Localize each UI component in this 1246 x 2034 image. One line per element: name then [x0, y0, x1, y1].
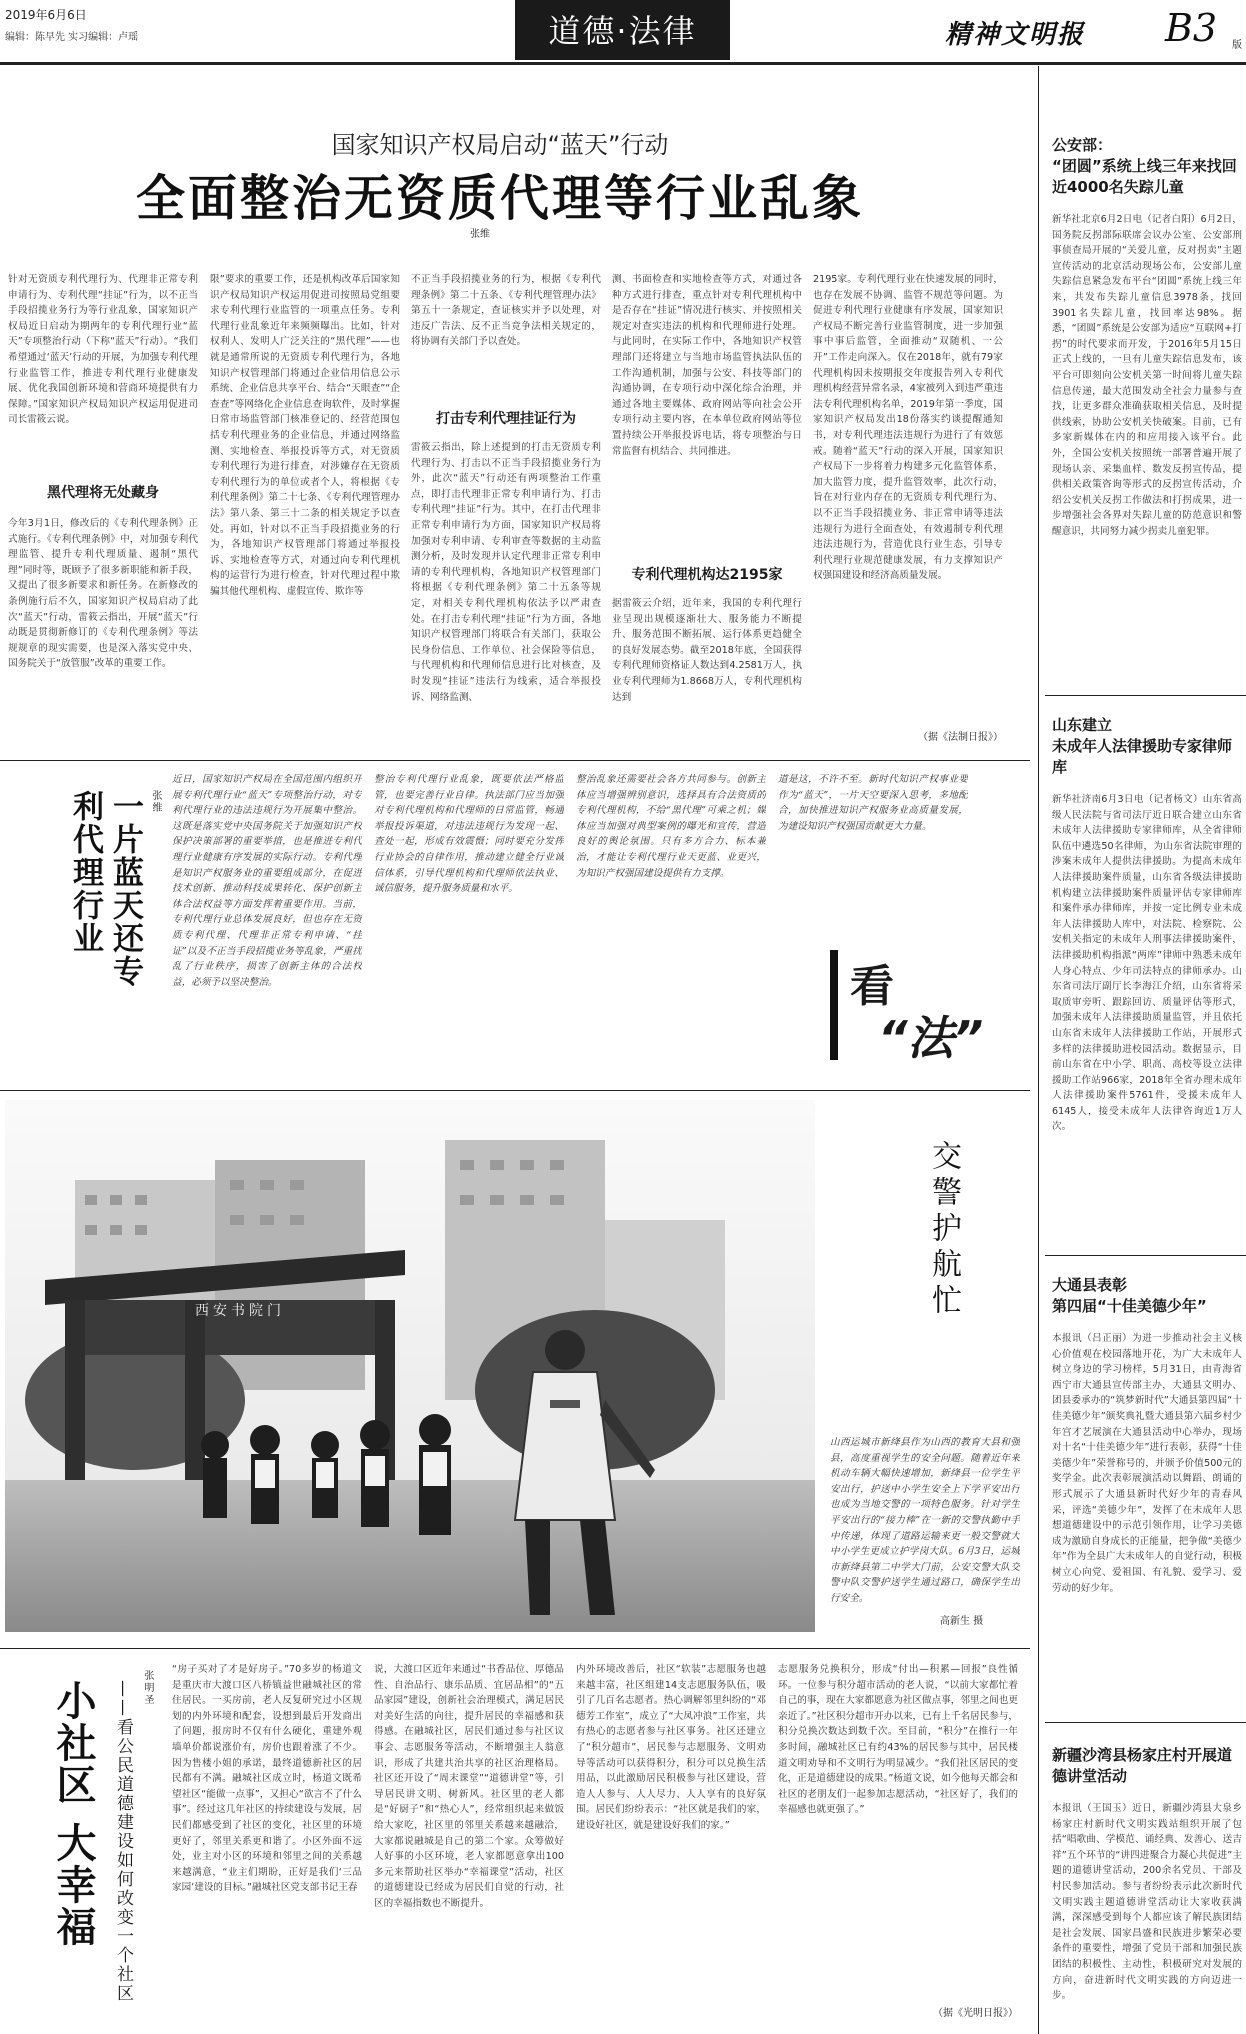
paper-name: 精神文明报: [945, 20, 1086, 50]
sidebar-article-4: [1052, 1745, 1242, 2026]
opinion-headline: 一片蓝天还专利代理行业: [67, 790, 143, 988]
lead-col-4-text: 测、书面检查和实地检查等方式，对通过各种方式进行排查，重点针对专利代理机构中是否存在“挂证”情况进行核实、并按照相关规定对查实违法的机构和代理师进行处理。与此同时，在实际工作中，各地知识产权管理部门还将建立与当地市场监管执法队伍的工作沟通机制，加强与公安、科技等部门的沟通协调，在专项行动中深化综合治理，并通过各地主要媒体、政府网站等向社会公开专项行动主要内容，在本单位政府网站等位置持续公开举报投诉电话，将专项整治与日常监督有机结合、共同推进。: [612, 274, 802, 457]
sidebar-3-body: 本报讯（吕正丽）为进一步推动社会主义核心价值观在校园落地开花，为广大未成年人树立身边的学习榜样，5月31日，由青海省西宁市大通县宣传部主办，大通县文明办、团县委承办的“筑梦新时代”大通县第四届“十佳美德少年”颁奖典礼暨大通县第六届乡村少年宫才艺展演在大通县活动中心举办，现场对十名“十佳美德少年”进行表彰，获得“十佳美德少年”荣誉称号的，并颁予价值500元的奖学金。此次表彰展演活动以舞蹈、朗诵的形式展示了大通县新时代好少年的青春风采，评选“美德少年”，发挥了在未成年人思想道德建设中的示范引领作用，让学习美德成为激励自身成长的正能量，把争做“美德少年”作为全县广大未成年人的自觉行动，积极树立心向党、爱祖国、有礼貌、爱学习、爱劳动的好少年。: [1052, 1333, 1242, 1594]
column-logo-bar: [830, 950, 838, 1060]
page-suffix: 版: [1232, 40, 1242, 51]
lead-bottom-rule: [0, 760, 1030, 761]
photo-credit: 高新生 摄: [940, 1616, 984, 1627]
feature-source: （据《光明日报》）: [933, 2008, 1018, 2019]
lead-byline: 张维: [470, 229, 490, 240]
section-title: 道德·法律: [548, 12, 697, 50]
sidebar-1-title: “团圆”系统上线三年来找回近4000名失踪儿童: [1052, 157, 1237, 196]
feature-headline: 小社区 大幸福: [50, 1680, 96, 1948]
sidebar-2-kicker: 山东建立: [1052, 716, 1113, 734]
sidebar-article-3: [1052, 1275, 1242, 1721]
photo-scene: [5, 1100, 815, 1632]
lead-col-2: 限”要求的重要工作，还是机构改革后国家知识产权局知识产权运用促进司按照局党组要求专利代理行业监管的一项重点任务。专利代理行业乱象近年来频频曝出。比如，针对权利人、发明人广泛关注的“黑代理”——也就是通常所说的无资质专利代理行为，各地知识产权管理部门将通过企业信用信息公示系统、企业信息共享平台、结合“天眼查”“企查查”等网络化企业信息查询软件，及时掌握日常市场监管部门核准登记的、经营范围包括专利代理业务的企业信息，并通过网络监测、实地检查、举报投诉等方式，对无资质专利代理行为进行排查，对涉嫌存在无资质专利代理行为的单位或者个人，将根据《专利代理条例》第二十七条、《专利代理管理办法》第八条、第三十二条的相关规定予以查处。再如，针对以不正当手段招揽业务的行为，各地知识产权管理部门将通过举报投诉、实地检查等方式，对通过向专利代理机构的运营行为进行检查，针对代理过程中欺骗其他代理机构、虚假宣传、欺诈等: [210, 274, 400, 597]
masthead: [0, 0, 1246, 66]
photo-bottom-rule: [0, 1648, 1030, 1649]
feature-author: 张明圣: [142, 1670, 153, 1706]
column-logo-word-1: 看: [850, 961, 894, 1012]
sidebar-divider: [1038, 66, 1039, 2034]
feature-subtitle: ——看公民道德建设如何改变一个社区: [113, 1680, 133, 2003]
lead-col-1-text: 针对无资质专利代理行为、代理非正常专利申请行为、专利代理“挂证”行为，以不正当手段招揽业务行为等行业乱象，国家知识产权局近日启动为期两年的专利代理行业“蓝天”专项整治行动（下称“蓝天”行动）。“我们希望通过‘蓝天’行动的开展，为加强专利代理行业监管工作，推进专利代理行业健康发展、优化我国创新环境和营商环境提供有力保障。”国家知识产权局知识产权运用促进司司长雷筱云说。: [8, 274, 198, 426]
issue-date: 2019年6月6日: [5, 8, 87, 22]
opinion-author: 张维: [150, 790, 161, 814]
editor-credits: 编辑：陈早先 实习编辑：卢瑶: [5, 32, 139, 43]
sidebar-2-body: 新华社济南6月3日电（记者杨文）山东省高级人民法院与省司法厅近日联合建立山东省未成年人法律援助专家律师库，从全省律师队伍中遴选50名律师，为山东省法院审理的涉案未成年人提供法律援助。为提高未成年人法律援助案件质量，山东省各级法律援助机构建立法律援助案件质量评估专家律师库和案件承办律师库，并按一定比例专业未成年人法律援助人库中，对法院、检察院、公安机关指定的未成年人刑事法律援助案件，法律援助机构指派“两库”律师中熟悉未成年人身心特点、少年司法特点的律师承办。山东省司法厅副厅长李海江介绍，山东省将采取质审旁听、跟踪回访、质量评估等形式，加强未成年人法律援助质量监管，并且依托山东省未成年人法律援助工作站，开展形式多样的法律援助进校园活动。数据显示，目前山东省在中小学、职高、高校等设立法律援助工作站966家，2018年全省办理未成年人法律援助案件5761件，受援未成年人6145人，接受未成年人法律咨询近1万人次。: [1052, 794, 1242, 1133]
page-number: B3: [1165, 6, 1218, 50]
sidebar-2-title: 未成年人法律援助专家律师库: [1052, 737, 1233, 776]
lead-col-3b-text: 雷筱云指出，除上述提到的打击无资质专利代理行为、打击以不正当手段招揽业务行为外，此次“蓝天”行动还有两项整治工作重点，即打击代理非正常专利申请行为、打击专利代理“挂证”行为。其中，在打击代理非正常专利申请行为方面，国家知识产权局将加强对专利申请、专利审查等数据的主动监测分析，及时发现并认定代理非正常专利申请的专利代理机构，各地知识产权管理部门将根据《专利代理条例》第二十五条等规定，对相关专利代理机构依法予以严肃查处。在打击专利代理“挂证”行为方面，各地知识产权管理部门将联合有关部门，获取公民身份信息、工作单位、社会保险等信息，与代理机构和代理师信息进行比对核查，及时发现“挂证”违法行为线索，适合举报投诉、网络监测、: [411, 442, 601, 703]
lead-col-1b-text: 今年3月1日，修改后的《专利代理条例》正式施行。《专利代理条例》中，对加强专利代理监管、提升专利代理质量、遏制“黑代理”同时等，既顾予了很多新职能和新手段，又提出了很多新要求和新任务。在新修改的条例施行后不久，国家知识产权局启动了此次“蓝天”行动，雷筱云指出，开展“蓝天”行动既是贯彻新修订的《专利代理条例》等法规规章的现实需要，也是深入落实党中央、国务院关于“放管服”改革的重要工作。: [8, 518, 198, 670]
lead-kicker: 国家知识产权局启动“蓝天”行动: [331, 131, 669, 159]
opinion-col-1: 近日，国家知识产权局在全国范围内组织开展专利代理行业“蓝天”专项整治行动，对专利代理行业的违法违规行为开展集中整治。这既是落实党中央国务院关于加强知识产权保护决策部署的重要举措，也是推进专利代理行业健康有序发展的实际行动。专利代理是知识产权服务业的重要组成部分，在促进技术创新、推动科技成果转化、保护创新主体合法权益等方面发挥着重要作用。当前，专利代理行业总体发展良好，但也存在无资质专利代理、代理非正常专利申请、“挂证”以及不正当手段招揽业务等乱象，严重扰乱了行业秩序，损害了创新主体的合法权益，必须予以坚决整治。: [172, 774, 362, 988]
photo-gate-sign: 西安书院门: [195, 1303, 285, 1319]
lead-col-3: [411, 272, 601, 750]
opinion-col-3: 整治乱象还需要社会各方共同参与。创新主体应当增强辨别意识，选择具有合法资质的专利代理机构，不给“黑代理”可乘之机；媒体应当加强对典型案例的曝光和宣传，营造良好的舆论氛围。只有多方合力、标本兼治，才能让专利代理行业天更蓝、业更兴，为知识产权强国建设提供有力支撑。: [576, 774, 766, 879]
lead-col-5-text: 2195家。专利代理行业在快速发展的同时，也存在发展不协调、监管不规范等问题。为促进专利代理行业健康有序发展，国家知识产权局不断完善行业监管制度，进一步加强事中事后监管，全面推动“双随机、一公开”工作走向深入。仅在2018年，就有79家代理机构因未按期报交年度报告列入专利代理机构经营异常名录，4家被列入到违严重违法专利代理机构名单，2019年第一季度，国家知识产权局发出18份落实约谈提醒通知书，对专利代理违法违规行为进行了有效惩戒。随着“蓝天”行动的深入开展，国家知识产权局下一步将着力构建多元化监管体系，加大监管力度，提升监管效率，此次行动，旨在对行业内存在的无资质专利代理行为、以不正当手段招揽业务、非正常申请等违法违规行为进行全面查处，有效遏制专利代理违法违规行为，营造优良行业生态，引导专利代理行业规范健康发展，有力支撑知识产权强国建设和经济高质量发展。: [813, 274, 1003, 582]
lead-col-1: [8, 272, 198, 750]
news-photo: [5, 1100, 815, 1632]
lead-subhead-1: 黑代理将无处藏身: [47, 485, 159, 501]
sidebar-1-kicker: 公安部：: [1052, 136, 1113, 154]
sidebar-4-title: 新疆沙湾县杨家庄村开展道德讲堂活动: [1052, 1746, 1233, 1785]
lead-source: （据《法制日报》）: [918, 732, 1003, 743]
lead-subhead-3: 专利代理机构达2195家: [631, 567, 783, 583]
sidebar-rule-1: [1045, 695, 1246, 696]
opinion-bottom-rule: [0, 1090, 1030, 1091]
sidebar-4-body: 本报讯（王国玉）近日，新疆沙湾县大泉乡杨家庄村新时代文明实践站组织开展了包括“唱歌曲、学模范、诵经典、发善心、送吉祥”五个环节的“讲四进聚合力凝心共促进”主题的道德讲堂活动，200余名党员、干部及村民参加活动。参与者纷纷表示此次新时代文明实践主题道德讲堂活动让大家收获满满，深深感受到每个人都应该了解民族团结是社会发展、国家昌盛和民族进步繁荣必要条件的重要性，增强了党员干部和加强民族团结的积极性、主动性，积极研究对发展的方向，奋进新时代文明实践的方向迈进一步。: [1052, 1803, 1242, 2002]
sidebar-1-body: 新华社北京6月2日电（记者白阳）6月2日，国务院反拐部际联席会议办公室、公安部刑事侦查局开展的“关爱儿童，反对拐卖”主题宣传活动的北京活动现场公布，公安部儿童失踪信息紧急发布平台“团圆”系统上线三年来，共发布失踪儿童信息3978条，找回3901名失踪儿童，找回率达98%。据悉，“团圆”系统是公安部为适应“互联网+打拐”的时代要求而开发，于2016年5月15日正式上线的，一旦有儿童失踪信息发布，该平台可即刻向公安机关第一时间将儿童失踪信息传递，最大范围发动全社会力量参与查找，让更多群众准确获取相关信息，及时提供线索，协助公安机关快破案。目前，已有多家新媒体在内的和应用接入该平台。此外，全国公安机关按照统一部署普遍开展了现场认亲、采集血样、数发反拐宣传品，提供相关政策咨询等形式的反拐宣传活动，介绍公安机关反拐工作做法和打拐成果，进一步增强社会各界对失踪儿童的防范意识和警醒意识，共同努力减少拐卖儿童犯罪。: [1052, 214, 1242, 537]
photo-vertical-title: 交警护航忙: [926, 1140, 961, 1320]
lead-headline: 全面整治无资质代理等行业乱象: [135, 170, 864, 227]
lead-col-4: [612, 272, 802, 750]
column-logo-word-2: “法”: [878, 1011, 984, 1065]
masthead-rule: [0, 62, 1246, 65]
sidebar-article-1: [1052, 135, 1242, 682]
lead-subhead-2: 打击专利代理挂证行为: [436, 411, 576, 427]
lead-col-3-text: 不正当手段招揽业务的行为，根据《专利代理条例》第二十五条、《专利代理管理办法》第五十一条规定，查证核实并予以处理，对违反广告法、反不正当竞争法相关规定的，将协调有关部门予以查处。: [411, 274, 601, 348]
feature-col-4: [778, 1662, 1018, 2024]
lead-col-4b-text: 据雷筱云介绍，近年来，我国的专利代理行业呈现出规模逐渐壮大、服务能力不断提升、服务范围不断拓展、运行体系更趋健全的良好发展态势。截至2018年底，全国获得专利代理师资格证人数达到4.2581万人，执业专利代理师为1.8668万人，专利代理机构达到: [612, 598, 802, 703]
feature-col-1: “房子买对了才是好房子。”70多岁的杨道文是重庆市大渡口区八桥镇益世融城社区的常住居民。一买房前，老人反复研究过小区规划的内外环境和配套，设想到最后开发商出了问题，报房时不仅有什么硬化，重建外观墙单价都说涨价有，房价也跟着涨了不少。因为售楼小姐的承诺，最终道德新社区的居民都有不满。融城社区成立时，杨道文既希望社区“能做一点事”，又担心“欲言不了什么事”。经过这几年社区的持续建设与发展，居民们都感受到了社区的变化，社区里的环境更好了，邻里关系更和谐了。小区外面不远处，业主对小区的环境和邻里之间的关系越来越满意，“业主们期盼，正好是我们‘三品家园’建设的目标。”融城社区党支部书记王春: [172, 1664, 362, 1894]
sidebar-rule-3: [1045, 1722, 1246, 1723]
lead-col-5: [813, 272, 1003, 750]
photo-caption: 山西运城市新绛县作为山西的教育大县和强县，高度重视学生的安全问题。随着近年来机动车辆大幅快速增加，新绛县一位学生平安出行，护送中小学生安全上下学平安出行也成为当地交警的一项特色服务。针对学生平安出行的“接力棒”在一新的交警执勤中手中传递，体现了道路运输来更一般交警就大中小学生更成立护学岗大队。6月3日，运城市新绛县第二中学大门前，公安交警大队交警中队交警护送学生通过路口，确保学生出行安全。: [830, 1437, 1020, 1604]
feature-col-4-text: 志愿服务兑换积分，形成“付出—积累—回报”良性循环。一位参与积分超市活动的老人说，“以前大家都忙着自己的事，现在大家都愿意为社区做点事，邻里之间也更亲近了。”社区积分超市开办以来，已有上千名居民参与，积分兑换次数达到数千次。至目前，“积分”在推行一年多时间，融城社区已有约43%的居民参与其中，居民楼道文明劝导和不文明行为明显减少。“我们社区居民的变化，正是道德建设的成果。”杨道文说，如今他每天都会和社区的老朋友们一起参加志愿活动，“社区好了，我们的幸福感也就更强了。”: [778, 1664, 1018, 1816]
opinion-col-4: 道是这，不许不至。新时代知识产权事业要作为“蓝天”，一片天空要深入思考，多地配合，加快推进知识产权服务业高质量发展，为建设知识产权强国贡献更大力量。: [778, 774, 968, 832]
sidebar-3-kicker: 大通县表彰: [1052, 1276, 1128, 1294]
feature-col-2: 说，大渡口区近年来通过“书香品位、厚德品性、自治品行、康乐品质、宜居品相”的“五品家园”建设，创新社会治理模式，满足居民对美好生活的向往，提升居民的幸福感和获得感。在融城社区，居民们通过参与社区议事会、志愿服务等活动，不断增强主人翁意识，形成了共建共治共享的社区治理格局。社区还开设了“周末课堂”“道德讲堂”等，引导居民讲文明、树新风。社区里的老人都是“好厨子”和“热心人”，经常组织起来做饭给大家吃，社区里的邻里关系越来越融洽，大家都说融城是自己的第二个家。众筹做好人好事的小区环境，老人家都愿意拿出100多元来帮助社区举办“幸福课堂”活动，社区的道德建设已经成为居民们自觉的行动，社区的幸福指数也不断提升。: [374, 1664, 564, 1909]
sidebar-rule-2: [1045, 1255, 1246, 1256]
sidebar-3-title: 第四届“十佳美德少年”: [1052, 1297, 1207, 1315]
sidebar-article-2: [1052, 715, 1242, 1242]
column-logo: [830, 950, 1000, 1070]
feature-col-3: 内外环境改善后，社区“软装”志愿服务也越来越丰富，社区组建14支志愿服务队伍，吸引了几百名志愿者。热心调解邻里纠纷的“邓德芳工作室”，成立了“大凤冲浪”工作室，共有热心的志愿者参与社区事务。社区还建立了“积分超市”，居民参与志愿服务、文明劝导等活动可以获得积分，积分可以兑换生活用品，以此激励居民积极参与社区建设，营造人人参与、人人尽力、人人享有的良好氛围。居民们纷纷表示：“社区就是我们的家，建设好社区，就是建设好我们的家。”: [576, 1664, 766, 1831]
opinion-col-2: 整治专利代理行业乱象，既要依法严格监管，也要完善行业自律。执法部门应当加强对专利代理机构和代理师的日常监管，畅通举报投诉渠道，对违法违规行为发现一起、查处一起，形成有效震慑；同时要充分发挥行业协会的自律作用，推动建立健全行业诚信体系，引导代理机构和代理师依法执业、诚信服务，提升服务质量和水平。: [374, 774, 564, 895]
